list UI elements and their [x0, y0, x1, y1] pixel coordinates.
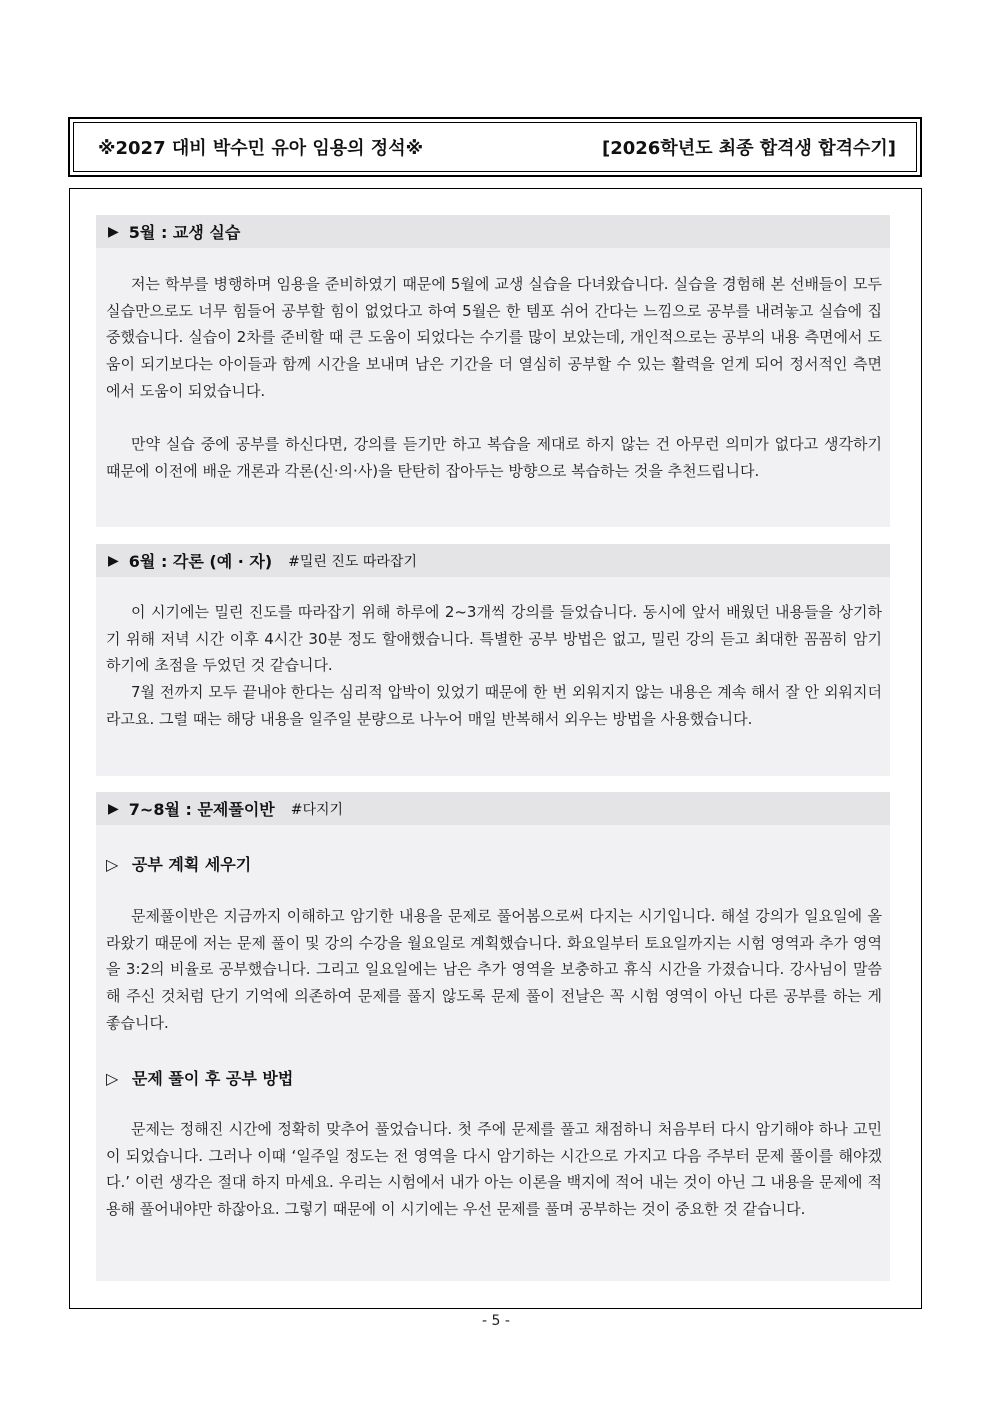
paragraph: 7월 전까지 모두 끝내야 한다는 심리적 압박이 있었기 때문에 한 번 외워지지 않는 내용은 계속 해서 잘 안 외워지더라고요. 그럴 때는 해당 내용을 일주일 분량으로 나누어 매일 반복해서 외우는 방법을 사용했습니다. — [106, 683, 882, 728]
play-triangle-icon: ▶ — [108, 552, 119, 569]
section-title: 6월 : 각론 (예 · 자) — [128, 552, 273, 571]
paragraph: 이 시기에는 밀린 진도를 따라잡기 위해 하루에 2~3개씩 강의를 들었습니다. 동시에 앞서 배웠던 내용들을 상기하기 위해 저녁 시간 이후 4시간 30분 정도 할애했습니다. 특별한 공부 방법은 없고, 밀린 강의 듣고 최대한 꼼꼼히 암기하기에 초점을 두었던 것 같습니다. — [106, 603, 882, 675]
open-triangle-icon: ▷ — [106, 1069, 119, 1088]
section-hashtag: #다지기 — [290, 801, 344, 818]
subsection-title: 공부 계획 세우기 — [131, 855, 252, 874]
paragraph: 저는 학부를 병행하며 임용을 준비하였기 때문에 5월에 교생 실습을 다녀왔습니다. 실습을 경험해 본 선배들이 모두 실습만으로도 너무 힘들어 공부할 힘이 없었다고 하여 5월은 한 템포 쉬어 간다는 느낌으로 공부를 내려놓고 실습에 집중했습니다. 실습이 2차를 준비할 때 큰 도움이 되었다는 수기를 많이 보았는데, 개인적으로는 공부의 내용 측면에서 도움이 되기보다는 아이들과 함께 시간을 보내며 남은 기간을 더 열심히 공부할 수 있는 활력을 얻게 되어 정서적인 측면에서 도움이 되었습니다. — [106, 275, 882, 400]
section-heading-june — [96, 544, 890, 577]
section-title: 5월 : 교생 실습 — [128, 223, 241, 242]
paragraph: 만약 실습 중에 공부를 하신다면, 강의를 듣기만 하고 복습을 제대로 하지 않는 건 아무런 의미가 없다고 생각하기 때문에 이전에 배운 개론과 각론(신·의·사)을 탄탄히 잡아두는 방향으로 복습하는 것을 추천드립니다. — [106, 435, 882, 480]
page-number: - 5 - — [482, 1313, 510, 1329]
play-triangle-icon: ▶ — [108, 800, 119, 817]
document-header-inner — [73, 122, 917, 172]
subsection-heading-study-method — [106, 1066, 293, 1089]
paragraph: 문제풀이반은 지금까지 이해하고 암기한 내용을 문제로 풀어봄으로써 다지는 시기입니다. 해설 강의가 일요일에 올라왔기 때문에 저는 문제 풀이 및 강의 수강을 월요일로 계획했습니다. 화요일부터 토요일까지는 시험 영역과 추가 영역을 3:2의 비율로 공부했습니다. 그리고 일요일에는 남은 추가 영역을 보충하고 휴식 시간을 가졌습니다. 강사님이 말씀해 주신 것처럼 단기 기억에 의존하여 문제를 풀지 않도록 문제 풀이 전날은 꼭 시험 영역이 아닌 다른 공부를 하는 게 좋습니다. — [106, 907, 882, 1032]
subsection-title: 문제 풀이 후 공부 방법 — [131, 1069, 294, 1088]
section-heading-july-august — [96, 792, 890, 825]
section-heading-may — [96, 215, 890, 248]
open-triangle-icon: ▷ — [106, 855, 119, 874]
play-triangle-icon: ▶ — [108, 223, 119, 240]
document-header — [68, 117, 922, 177]
header-left-title: ※2027 대비 박수민 유아 임용의 정석※ — [98, 138, 424, 159]
header-right-title: [2026학년도 최종 합격생 합격수기] — [601, 138, 896, 159]
section-title: 7~8월 : 문제풀이반 — [128, 800, 275, 819]
paragraph: 문제는 정해진 시간에 정확히 맞추어 풀었습니다. 첫 주에 문제를 풀고 채점하니 처음부터 다시 암기해야 하나 고민이 되었습니다. 그러나 이때 ‘일주일 정도는 전 영역을 다시 암기하는 시간으로 가지고 다음 주부터 문제 풀이를 해야겠다.’ 이런 생각은 절대 하지 마세요. 우리는 시험에서 내가 아는 이론을 백지에 적어 내는 것이 아닌 그 내용을 문제에 적용해 풀어내야만 하잖아요. 그렇기 때문에 이 시기에는 우선 문제를 풀며 공부하는 것이 중요한 것 같습니다. — [106, 1120, 882, 1219]
subsection-heading-study-plan — [106, 852, 251, 875]
section-hashtag: #밀린 진도 따라잡기 — [288, 553, 417, 570]
